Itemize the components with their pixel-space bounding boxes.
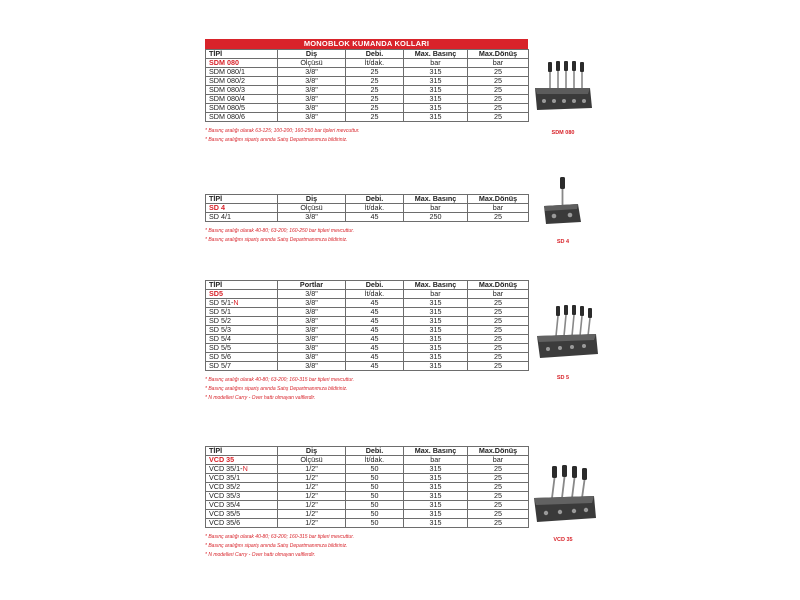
- value-cell: 25: [468, 519, 529, 528]
- section-vcd35: [205, 446, 529, 560]
- notes: [205, 127, 529, 145]
- unit-cell: bar: [468, 456, 529, 465]
- footnote: * Basınç aralığı olarak 63-125; 100-200; 160-250 bar tipleri mevcuttur.: [205, 128, 360, 134]
- table-row: [206, 353, 529, 362]
- model-cell: VCD 35/4: [206, 501, 278, 510]
- value-cell: 315: [404, 326, 468, 335]
- table-row: [206, 492, 529, 501]
- value-cell: 315: [404, 492, 468, 501]
- footnote: * Basınç aralığı olarak 40-80; 63-200; 160-315 bar tipleri mevcuttur.: [205, 377, 355, 383]
- header-cell: TİPİ: [206, 195, 278, 204]
- value-cell: 45: [346, 335, 404, 344]
- value-cell: 25: [468, 308, 529, 317]
- model-cell: SD 5/1-N: [206, 299, 278, 308]
- table-row: [206, 510, 529, 519]
- footnote: * Basınç aralığını sipariş anında Satış Departmanımıza bildiriniz.: [205, 386, 348, 392]
- header-cell: Diş: [278, 195, 346, 204]
- model-cell: VCD 35/1-N: [206, 465, 278, 474]
- footnote: * Basınç aralığı olarak 40-80; 63-200; 160-250 bar tipleri mevcuttur.: [205, 228, 355, 234]
- unit-cell: bar: [404, 290, 468, 299]
- header-cell: Max.Dönüş: [468, 195, 529, 204]
- model-cell: SDM 080/3: [206, 86, 278, 95]
- value-cell: 315: [404, 299, 468, 308]
- model-cell: VCD 35/3: [206, 492, 278, 501]
- value-cell: 3/8": [278, 68, 346, 77]
- value-cell: 50: [346, 474, 404, 483]
- value-cell: 3/8": [278, 86, 346, 95]
- value-cell: 25: [468, 492, 529, 501]
- value-cell: 315: [404, 308, 468, 317]
- table-row: [206, 465, 529, 474]
- model-cell: SDM 080/6: [206, 113, 278, 122]
- header-cell: TİPİ: [206, 50, 278, 59]
- unit-cell: Ölçüsü: [278, 59, 346, 68]
- product-image-sd5: [534, 302, 600, 366]
- value-cell: 3/8": [278, 353, 346, 362]
- value-cell: 3/8": [278, 326, 346, 335]
- value-cell: 25: [346, 104, 404, 113]
- model-cell: SD 5/4: [206, 335, 278, 344]
- value-cell: 25: [468, 104, 529, 113]
- value-cell: 3/8": [278, 317, 346, 326]
- model-cell: VCD 35/5: [206, 510, 278, 519]
- table-row: [206, 483, 529, 492]
- footnote: * Basınç aralığını sipariş anında Satış Departmanımıza bildiriniz.: [205, 237, 348, 243]
- table-units-row: [206, 290, 529, 299]
- value-cell: 315: [404, 510, 468, 519]
- table-row: [206, 326, 529, 335]
- value-cell: 315: [404, 362, 468, 371]
- value-cell: 25: [346, 95, 404, 104]
- table-row: [206, 68, 529, 77]
- value-cell: 3/8": [278, 335, 346, 344]
- table-row: [206, 213, 529, 222]
- value-cell: 45: [346, 353, 404, 362]
- value-cell: 1/2": [278, 474, 346, 483]
- model-cell: SD 5/5: [206, 344, 278, 353]
- value-cell: 315: [404, 317, 468, 326]
- value-cell: 3/8": [278, 113, 346, 122]
- unit-cell: lt/dak.: [346, 290, 404, 299]
- unit-cell: bar: [404, 456, 468, 465]
- value-cell: 25: [346, 113, 404, 122]
- value-cell: 25: [468, 317, 529, 326]
- value-cell: 315: [404, 104, 468, 113]
- unit-cell: Ölçüsü: [278, 456, 346, 465]
- table-row: [206, 335, 529, 344]
- value-cell: 25: [468, 326, 529, 335]
- table-row: [206, 474, 529, 483]
- unit-cell: lt/dak.: [346, 204, 404, 213]
- table-header-row: [206, 50, 529, 59]
- notes: [205, 533, 529, 560]
- unit-cell: bar: [468, 204, 529, 213]
- value-cell: 25: [468, 86, 529, 95]
- value-cell: 50: [346, 519, 404, 528]
- banner-title: MONOBLOK KUMANDA KOLLARI: [205, 39, 528, 49]
- value-cell: 45: [346, 362, 404, 371]
- unit-cell: Ölçüsü: [278, 204, 346, 213]
- value-cell: 3/8": [278, 362, 346, 371]
- value-cell: 315: [404, 77, 468, 86]
- value-cell: 1/2": [278, 510, 346, 519]
- footnote: * Basınç aralığını sipariş anında Satış Departmanımıza bildiriniz.: [205, 543, 348, 549]
- value-cell: 3/8": [278, 299, 346, 308]
- value-cell: 50: [346, 483, 404, 492]
- notes: [205, 376, 529, 403]
- model-cell: VCD 35/2: [206, 483, 278, 492]
- value-cell: 25: [346, 86, 404, 95]
- section-sd4: [205, 194, 529, 245]
- header-cell: Max.Dönüş: [468, 447, 529, 456]
- caption-sdm080: SDM 080: [551, 130, 575, 136]
- value-cell: 1/2": [278, 492, 346, 501]
- caption-sd4: SD 4: [556, 239, 570, 245]
- value-cell: 25: [346, 77, 404, 86]
- spec-table-sd4: [205, 194, 529, 222]
- value-cell: 50: [346, 465, 404, 474]
- header-cell: Max. Basınç: [404, 50, 468, 59]
- value-cell: 50: [346, 492, 404, 501]
- value-cell: 25: [468, 77, 529, 86]
- header-cell: Debi.: [346, 50, 404, 59]
- header-cell: Max. Basınç: [404, 447, 468, 456]
- model-suffix: N: [242, 464, 248, 473]
- model-cell: SDM 080/2: [206, 77, 278, 86]
- model-cell: SD 5/6: [206, 353, 278, 362]
- value-cell: 45: [346, 213, 404, 222]
- header-cell: Max.Dönüş: [468, 281, 529, 290]
- value-cell: 25: [468, 362, 529, 371]
- value-cell: 315: [404, 344, 468, 353]
- table-row: [206, 317, 529, 326]
- table-row: [206, 362, 529, 371]
- value-cell: 3/8": [278, 104, 346, 113]
- value-cell: 25: [346, 68, 404, 77]
- value-cell: 45: [346, 344, 404, 353]
- header-cell: Max. Basınç: [404, 281, 468, 290]
- footnote: * N modelleri Carry - Over hattı olmayan valflerdir.: [205, 552, 316, 558]
- spec-table-sdm080: [205, 49, 529, 122]
- value-cell: 50: [346, 501, 404, 510]
- value-cell: 315: [404, 113, 468, 122]
- value-cell: 315: [404, 335, 468, 344]
- caption-sd5: SD 5: [556, 375, 570, 381]
- model-cell: VCD 35/1: [206, 474, 278, 483]
- table-row: [206, 113, 529, 122]
- unit-cell: lt/dak.: [346, 59, 404, 68]
- table-row: [206, 299, 529, 308]
- table-units-row: [206, 59, 529, 68]
- unit-cell: bar: [468, 59, 529, 68]
- header-cell: Debi.: [346, 447, 404, 456]
- value-cell: 25: [468, 335, 529, 344]
- table-units-row: [206, 204, 529, 213]
- unit-cell: bar: [468, 290, 529, 299]
- value-cell: 315: [404, 465, 468, 474]
- unit-cell: lt/dak.: [346, 456, 404, 465]
- table-row: [206, 344, 529, 353]
- header-cell: Max.Dönüş: [468, 50, 529, 59]
- valve-block-icon: [530, 462, 600, 532]
- value-cell: 25: [468, 95, 529, 104]
- table-header-row: [206, 195, 529, 204]
- value-cell: 315: [404, 501, 468, 510]
- value-cell: 3/8": [278, 77, 346, 86]
- model-cell: SD 5/2: [206, 317, 278, 326]
- header-cell: Max. Basınç: [404, 195, 468, 204]
- header-cell: TİPİ: [206, 447, 278, 456]
- value-cell: 315: [404, 519, 468, 528]
- value-cell: 315: [404, 86, 468, 95]
- header-cell: Debi.: [346, 281, 404, 290]
- model-cell: SDM 080/5: [206, 104, 278, 113]
- footnote: * Basınç aralığını sipariş anında Satış Departmanımıza bildiriniz.: [205, 137, 348, 143]
- value-cell: 3/8": [278, 308, 346, 317]
- header-cell: Portlar: [278, 281, 346, 290]
- spec-table-vcd35: [205, 446, 529, 528]
- value-cell: 45: [346, 308, 404, 317]
- value-cell: 315: [404, 474, 468, 483]
- unit-cell: bar: [404, 59, 468, 68]
- table-row: [206, 95, 529, 104]
- value-cell: 45: [346, 317, 404, 326]
- series-name: SD5: [206, 290, 278, 299]
- value-cell: 25: [468, 483, 529, 492]
- value-cell: 25: [468, 213, 529, 222]
- value-cell: 1/2": [278, 519, 346, 528]
- header-cell: Diş: [278, 50, 346, 59]
- value-cell: 25: [468, 353, 529, 362]
- product-image-sdm080: [532, 58, 594, 120]
- valve-block-icon: [534, 302, 600, 366]
- value-cell: 315: [404, 353, 468, 362]
- spec-table-sd5: [205, 280, 529, 371]
- value-cell: 25: [468, 465, 529, 474]
- value-cell: 25: [468, 510, 529, 519]
- series-name: SDM 080: [206, 59, 278, 68]
- header-cell: Debi.: [346, 195, 404, 204]
- model-suffix: N: [233, 298, 239, 307]
- table-header-row: [206, 447, 529, 456]
- value-cell: 250: [404, 213, 468, 222]
- value-cell: 3/8": [278, 213, 346, 222]
- header-cell: Diş: [278, 447, 346, 456]
- value-cell: 25: [468, 68, 529, 77]
- table-row: [206, 519, 529, 528]
- model-cell: SD 5/7: [206, 362, 278, 371]
- value-cell: 315: [404, 483, 468, 492]
- section-sd5: [205, 280, 529, 403]
- value-cell: 3/8": [278, 344, 346, 353]
- product-image-vcd35: [530, 462, 600, 532]
- model-cell: SD 5/1: [206, 308, 278, 317]
- value-cell: 1/2": [278, 465, 346, 474]
- unit-cell: bar: [404, 204, 468, 213]
- model-cell: SD 4/1: [206, 213, 278, 222]
- table-row: [206, 86, 529, 95]
- table-units-row: [206, 456, 529, 465]
- table-row: [206, 501, 529, 510]
- footnote: * N modelleri Carry - Over hattı olmayan valflerdir.: [205, 395, 316, 401]
- model-cell: SDM 080/4: [206, 95, 278, 104]
- product-image-sd4: [540, 176, 584, 231]
- caption-vcd35: VCD 35: [553, 537, 573, 543]
- notes: [205, 227, 529, 245]
- value-cell: 1/2": [278, 501, 346, 510]
- value-cell: 25: [468, 344, 529, 353]
- value-cell: 3/8": [278, 95, 346, 104]
- table-row: [206, 104, 529, 113]
- series-name: SD 4: [206, 204, 278, 213]
- model-cell: SD 5/3: [206, 326, 278, 335]
- value-cell: 25: [468, 501, 529, 510]
- valve-block-icon: [540, 176, 584, 231]
- model-cell: VCD 35/6: [206, 519, 278, 528]
- value-cell: 50: [346, 510, 404, 519]
- value-cell: 315: [404, 68, 468, 77]
- footnote: * Basınç aralığı olarak 40-80; 63-200; 160-315 bar tipleri mevcuttur.: [205, 534, 355, 540]
- value-cell: 25: [468, 299, 529, 308]
- valve-block-icon: [532, 58, 594, 120]
- header-cell: TİPİ: [206, 281, 278, 290]
- model-cell: SDM 080/1: [206, 68, 278, 77]
- table-header-row: [206, 281, 529, 290]
- value-cell: 25: [468, 113, 529, 122]
- value-cell: 1/2": [278, 483, 346, 492]
- value-cell: 315: [404, 95, 468, 104]
- table-row: [206, 77, 529, 86]
- value-cell: 25: [468, 474, 529, 483]
- unit-cell: 3/8": [278, 290, 346, 299]
- series-name: VCD 35: [206, 456, 278, 465]
- value-cell: 45: [346, 299, 404, 308]
- table-row: [206, 308, 529, 317]
- value-cell: 45: [346, 326, 404, 335]
- section-sdm080: [205, 39, 529, 145]
